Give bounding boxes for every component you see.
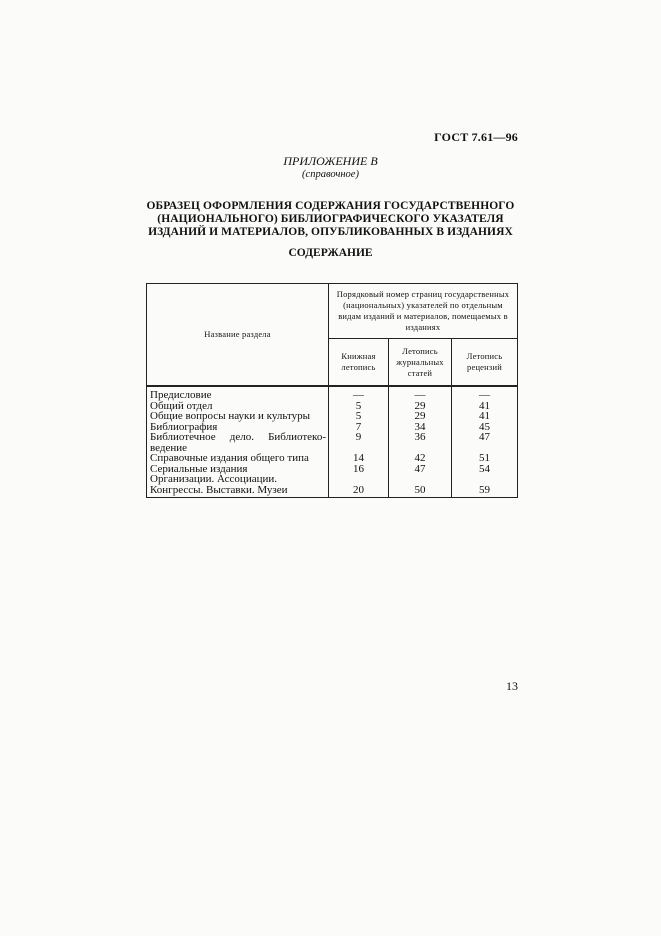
section-name-line-1: Библиотечное дело. Библиотеко- xyxy=(150,431,326,443)
appendix-heading xyxy=(0,155,661,181)
reviews-page: 41 xyxy=(452,411,518,422)
reviews-page: 54 xyxy=(452,464,518,475)
reviews-page: 51 xyxy=(452,453,518,464)
journals-page: 36 xyxy=(389,432,452,453)
journals-page: — xyxy=(389,386,452,401)
journals-page: 47 xyxy=(389,464,452,475)
section-name: Библиография xyxy=(147,422,329,433)
journals-page: 42 xyxy=(389,453,452,464)
table-row xyxy=(147,453,518,464)
table-row xyxy=(147,386,518,401)
table-row xyxy=(147,432,518,453)
books-page: 7 xyxy=(329,422,389,433)
journals-page: 29 xyxy=(389,411,452,422)
reviews-page: 59 xyxy=(452,485,518,498)
books-page xyxy=(329,474,389,485)
books-page: 5 xyxy=(329,411,389,422)
books-page: — xyxy=(329,386,389,401)
standard-code: ГОСТ 7.61—96 xyxy=(434,130,518,144)
reviews-page: 47 xyxy=(452,432,518,453)
table-row xyxy=(147,474,518,485)
books-page: 20 xyxy=(329,485,389,498)
journals-page: 50 xyxy=(389,485,452,498)
books-page: 5 xyxy=(329,401,389,412)
title-line-1: ОБРАЗЕЦ ОФОРМЛЕНИЯ СОДЕРЖАНИЯ ГОСУДАРСТВЕННОГО xyxy=(146,200,515,212)
books-page: 16 xyxy=(329,464,389,475)
section-name: Общий отдел xyxy=(147,401,329,412)
contents-heading: СОДЕРЖАНИЕ xyxy=(288,247,373,259)
journals-page xyxy=(389,474,452,485)
table-row xyxy=(147,485,518,498)
reviews-page: 41 xyxy=(452,401,518,412)
section-name: Организации. Ассоциации. xyxy=(147,474,329,485)
table-row xyxy=(147,411,518,422)
section-name xyxy=(147,432,329,453)
section-name-header: Название раздела xyxy=(147,284,329,387)
section-name: Конгрессы. Выставки. Музеи xyxy=(147,485,329,498)
title-line-2: (НАЦИОНАЛЬНОГО) БИБЛИОГРАФИЧЕСКОГО УКАЗАТЕЛЯ xyxy=(157,213,504,225)
books-page: 14 xyxy=(329,453,389,464)
reviews-page: — xyxy=(452,386,518,401)
section-name: Справочные издания общего типа xyxy=(147,453,329,464)
contents-table xyxy=(146,283,518,498)
section-name: Общие вопросы науки и культуры xyxy=(147,411,329,422)
section-name-line-2: ведение xyxy=(150,441,188,454)
journals-page: 34 xyxy=(389,422,452,433)
title-line-3: ИЗДАНИЙ И МАТЕРИАЛОВ, ОПУБЛИКОВАННЫХ В ИЗДАНИЯХ xyxy=(148,226,513,238)
document-title xyxy=(0,200,661,239)
reviews-page: 45 xyxy=(452,422,518,433)
books-chronicle-header: Книжная летопись xyxy=(329,339,389,387)
section-name: Сериальные издания xyxy=(147,464,329,475)
reviews-chronicle-header: Летопись рецензий xyxy=(452,339,518,387)
appendix-note: (справочное) xyxy=(302,169,359,180)
page-number: 13 xyxy=(506,679,518,693)
books-page: 9 xyxy=(329,432,389,453)
journal-articles-chronicle-header: Летопись журнальных статей xyxy=(389,339,452,387)
page-number-group-header: Порядковый номер страниц государственных (национальных) указателей по отдельным видам изданий и материалов, помещаемых в изданиях xyxy=(329,284,518,339)
section-name: Предисловие xyxy=(147,386,329,401)
appendix-label: ПРИЛОЖЕНИЕ В xyxy=(283,154,378,168)
reviews-page xyxy=(452,474,518,485)
journals-page: 29 xyxy=(389,401,452,412)
